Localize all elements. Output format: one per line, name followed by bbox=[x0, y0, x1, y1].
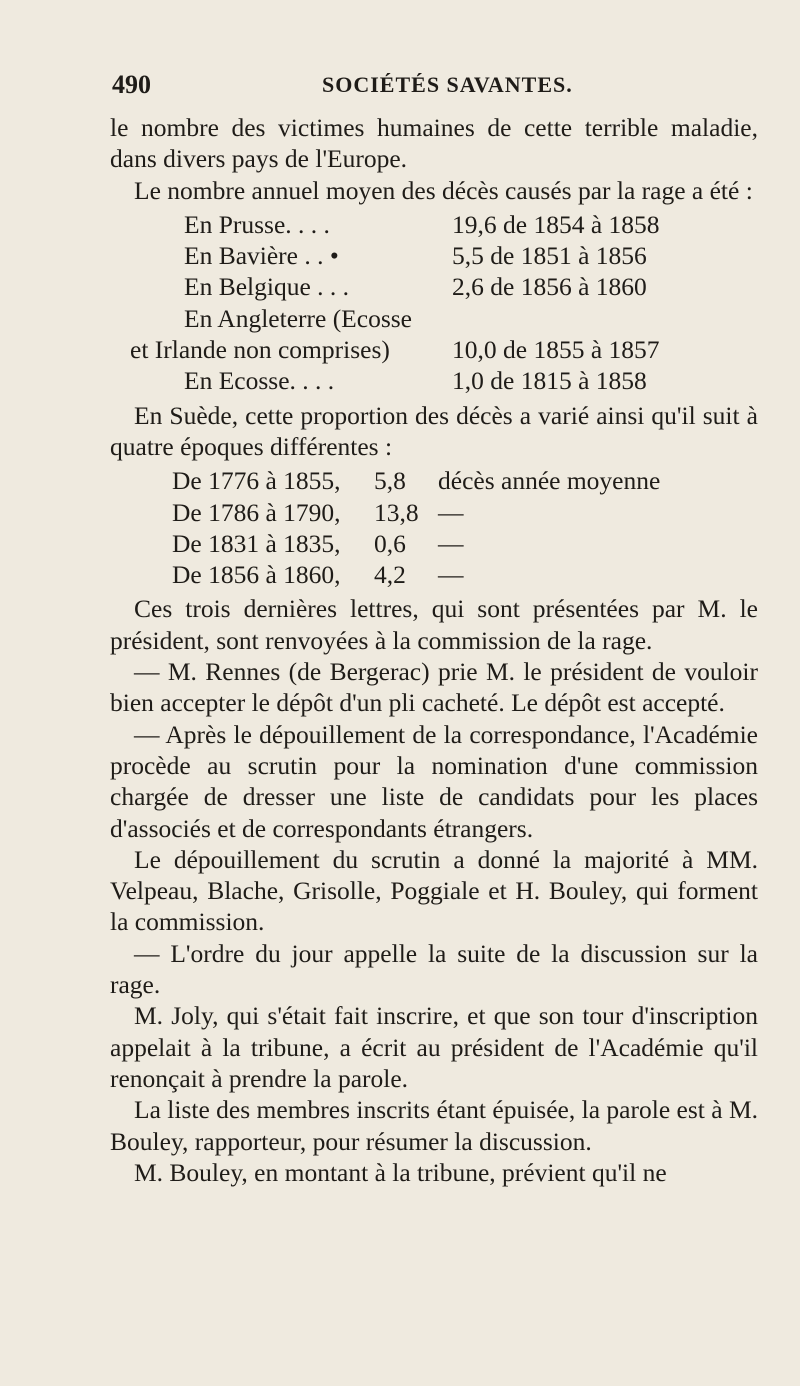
paragraph-joly: M. Joly, qui s'était fait inscrire, et que son tour d'inscription appelait à la tribune, a écrit au président de l'Académie qu'il renonçait à prendre la parole. bbox=[110, 1001, 758, 1093]
value-cell: 13,8 bbox=[374, 497, 419, 527]
note-cell: — bbox=[438, 560, 464, 590]
table-row bbox=[110, 271, 660, 302]
value-cell: 5,8 bbox=[374, 466, 406, 496]
paragraph-bouley: M. Bouley, en montant à la tribune, prévient qu'il ne bbox=[134, 1157, 667, 1187]
country-cell: En Belgique . . . bbox=[184, 272, 350, 302]
country-cell: En Ecosse. . . . bbox=[184, 366, 335, 396]
period-cell: De 1776 à 1855, bbox=[172, 466, 341, 496]
rabies-deaths-table bbox=[110, 209, 660, 397]
period-cell: De 1786 à 1790, bbox=[172, 497, 341, 527]
paragraph-liste: La liste des membres inscrits étant épuisée, la parole est à M. Bouley, rapporteur, pour résumer la discussion. bbox=[110, 1095, 758, 1156]
paragraph-continued: le nombre des victimes humaines de cette terrible maladie, dans divers pays de l'Europe. bbox=[110, 113, 758, 174]
country-cell: et Irlande non comprises) bbox=[130, 335, 390, 365]
table-row bbox=[110, 528, 660, 559]
paragraph-letters: Ces trois dernières lettres, qui sont présentées par M. le président, sont renvoyées à la commission de la rage. bbox=[110, 594, 758, 655]
paragraph-sweden: En Suède, cette proportion des décès a varié ainsi qu'il suit à quatre époques différentes : bbox=[110, 400, 758, 461]
page-number: 490 bbox=[112, 70, 151, 99]
period-cell: De 1831 à 1835, bbox=[172, 528, 341, 558]
value-cell: 1,0 de 1815 à 1858 bbox=[452, 366, 647, 396]
table-row bbox=[110, 465, 660, 496]
value-cell: 5,5 de 1851 à 1856 bbox=[452, 241, 647, 271]
running-title: SOCIÉTÉS SAVANTES. bbox=[322, 72, 573, 97]
paragraph-order-of-day: — L'ordre du jour appelle la suite de la discussion sur la rage. bbox=[110, 938, 758, 1000]
paragraph-commission: Le dépouillement du scrutin a donné la majorité à MM. Velpeau, Blache, Grisolle, Poggiale et H. Bouley, qui forment la commission. bbox=[110, 844, 758, 937]
value-cell: 4,2 bbox=[374, 560, 406, 590]
page-body bbox=[110, 112, 758, 1188]
table-row bbox=[110, 240, 660, 271]
value-cell: 10,0 de 1855 à 1857 bbox=[452, 335, 660, 365]
paragraph-annual-rate: Le nombre annuel moyen des décès causés par la rage a été : bbox=[134, 175, 753, 205]
country-cell: En Prusse. . . . bbox=[184, 209, 330, 239]
table-row bbox=[110, 334, 660, 365]
value-cell: 0,6 bbox=[374, 528, 406, 558]
period-cell: De 1856 à 1860, bbox=[172, 560, 341, 590]
note-cell: — bbox=[438, 528, 464, 558]
table-row bbox=[110, 365, 660, 396]
paragraph-scrutin: — Après le dépouillement de la correspondance, l'Académie procède au scrutin pour la nomination d'une commission chargée de dresser une liste de candidats pour les places d'associés et de correspondants étrangers. bbox=[110, 719, 758, 843]
value-cell: 19,6 de 1854 à 1858 bbox=[452, 209, 660, 239]
value-cell bbox=[452, 303, 660, 334]
table-row bbox=[110, 497, 660, 528]
table-row bbox=[110, 303, 660, 334]
country-cell: En Bavière . . • bbox=[184, 241, 339, 271]
table-row bbox=[110, 209, 660, 240]
sweden-deaths-table bbox=[110, 465, 660, 590]
country-cell: En Angleterre (Ecosse bbox=[184, 303, 412, 333]
note-cell: — bbox=[438, 497, 464, 527]
page-header bbox=[112, 70, 760, 110]
value-cell: 2,6 de 1856 à 1860 bbox=[452, 272, 647, 302]
table-row bbox=[110, 559, 660, 590]
paragraph-rennes: — M. Rennes (de Bergerac) prie M. le président de vouloir bien accepter le dépôt d'un pli cacheté. Le dépôt est accepté. bbox=[110, 657, 758, 718]
note-cell: décès année moyenne bbox=[438, 466, 661, 496]
